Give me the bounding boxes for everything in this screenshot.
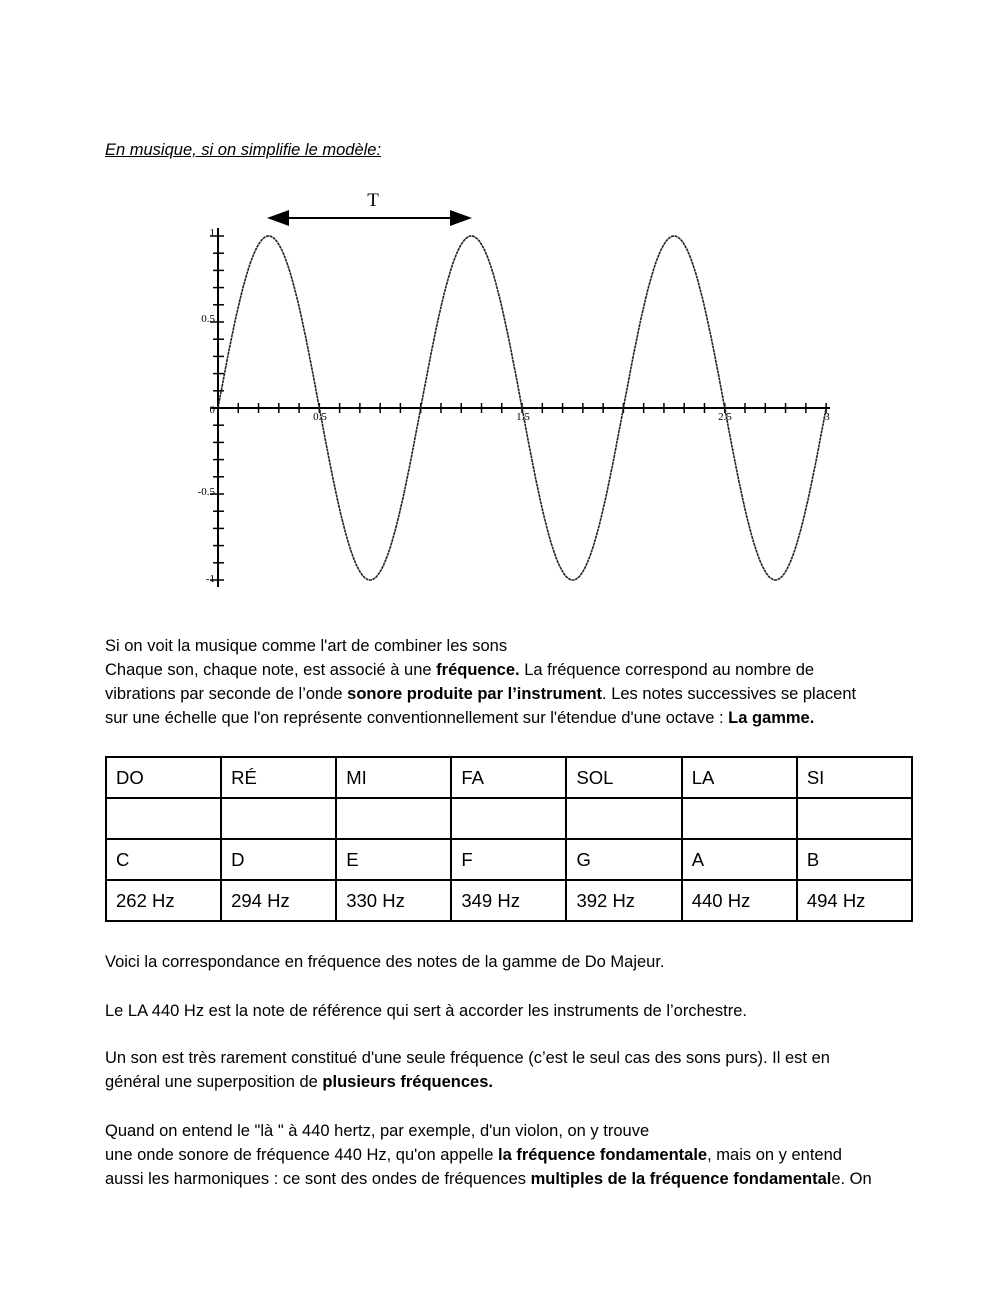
- paragraph-son-line-2: général une superposition de plusieurs fréquences.: [105, 1073, 493, 1091]
- svg-text:3: 3: [824, 411, 830, 423]
- table-cell: 494 Hz: [797, 880, 912, 921]
- svg-text:2.5: 2.5: [718, 411, 732, 423]
- paragraph-violon-line-3: aussi les harmoniques : ce sont des ondes de fréquences multiples de la fréquence fondamentale. On: [105, 1170, 872, 1188]
- table-cell: 262 Hz: [106, 880, 221, 921]
- table-cell: B: [797, 839, 912, 880]
- svg-text:0.5: 0.5: [313, 411, 327, 423]
- table-cell: [336, 798, 451, 839]
- svg-text:-1: -1: [205, 573, 215, 585]
- table-cell: C: [106, 839, 221, 880]
- intro-line-4: sur une échelle que l'on représente conventionnellement sur l'étendue d'une octave : La gamme.: [105, 709, 815, 727]
- table-row-empty: [106, 798, 912, 839]
- table-cell: 330 Hz: [336, 880, 451, 921]
- table-cell: [566, 798, 681, 839]
- intro-line-1: Si on voit la musique comme l'art de combiner les sons: [105, 637, 508, 655]
- table-cell: [451, 798, 566, 839]
- table-cell: E: [336, 839, 451, 880]
- sine-wave-chart: [180, 180, 840, 600]
- paragraph-son-line-1: Un son est très rarement constitué d'une seule fréquence (c’est le seul cas des sons purs). Il est en: [105, 1049, 830, 1067]
- table-cell: 440 Hz: [682, 880, 797, 921]
- table-cell: SOL: [566, 757, 681, 798]
- svg-text:-0.5: -0.5: [197, 486, 215, 498]
- table-cell: DO: [106, 757, 221, 798]
- intro-line-2: Chaque son, chaque note, est associé à une fréquence. La fréquence correspond au nombre de: [105, 661, 815, 679]
- paragraph-la-440: Le LA 440 Hz est la note de référence qui sert à accorder les instruments de l’orchestre.: [105, 1002, 748, 1020]
- notes-frequency-table: [105, 756, 913, 922]
- table-row-french-names: [106, 757, 912, 798]
- table-cell: FA: [451, 757, 566, 798]
- table-cell: [682, 798, 797, 839]
- table-cell: G: [566, 839, 681, 880]
- table-cell: A: [682, 839, 797, 880]
- svg-text:0: 0: [209, 404, 215, 416]
- paragraph-violon-line-2: une onde sonore de fréquence 440 Hz, qu'on appelle la fréquence fondamentale, mais on y entend: [105, 1146, 842, 1164]
- paragraph-violon-line-1: Quand on entend le "là " à 440 hertz, par exemple, d'un violon, on y trouve: [105, 1122, 650, 1140]
- table-row-english-names: [106, 839, 912, 880]
- table-cell: SI: [797, 757, 912, 798]
- x-tick-labels: [313, 411, 830, 423]
- table-cell: [797, 798, 912, 839]
- table-cell: F: [451, 839, 566, 880]
- intro-line-3: vibrations par seconde de l’onde sonore produite par l’instrument. Les notes successives se placent: [105, 685, 857, 703]
- table-cell: 349 Hz: [451, 880, 566, 921]
- table-cell: D: [221, 839, 336, 880]
- period-label: T: [367, 190, 379, 211]
- table-cell: 294 Hz: [221, 880, 336, 921]
- svg-text:1: 1: [209, 227, 215, 239]
- svg-text:1.5: 1.5: [516, 411, 530, 423]
- table-cell: [106, 798, 221, 839]
- section-title: En musique, si on simplifie le modèle:: [105, 141, 382, 159]
- period-arrow-icon: [267, 210, 472, 226]
- svg-text:0.5: 0.5: [201, 313, 215, 325]
- paragraph-correspondance: Voici la correspondance en fréquence des notes de la gamme de Do Majeur.: [105, 953, 665, 971]
- table-cell: RÉ: [221, 757, 336, 798]
- table-cell: [221, 798, 336, 839]
- y-tick-labels: [198, 227, 216, 585]
- table-cell: LA: [682, 757, 797, 798]
- table-cell: 392 Hz: [566, 880, 681, 921]
- table-row-frequencies: [106, 880, 912, 921]
- table-cell: MI: [336, 757, 451, 798]
